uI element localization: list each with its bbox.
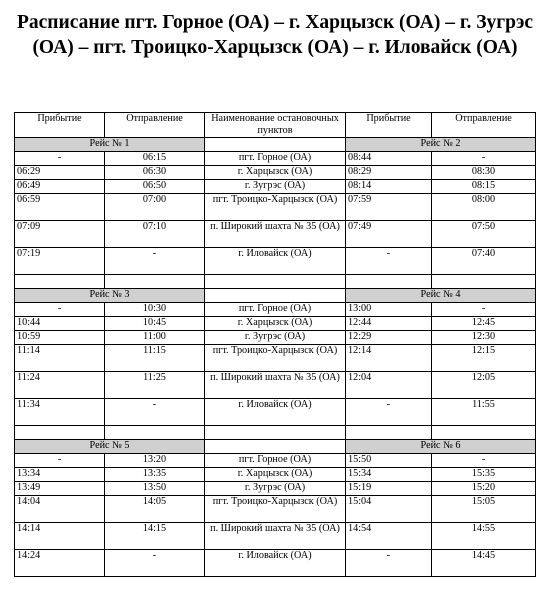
empty-cell — [205, 138, 346, 152]
arrival-return-cell: 15:34 — [346, 468, 432, 482]
header-departure: Отправление — [105, 113, 205, 138]
trip-label-return: Рейс № 4 — [346, 289, 536, 303]
stop-name-cell: г. Иловайск (ОА) — [205, 399, 346, 426]
arrival-return-cell: 08:29 — [346, 166, 432, 180]
departure-cell: 14:05 — [105, 496, 205, 523]
arrival-cell: 14:24 — [15, 550, 105, 577]
table-row — [15, 248, 536, 275]
departure-cell: 10:30 — [105, 303, 205, 317]
departure-return-cell: - — [432, 152, 536, 166]
arrival-cell: - — [15, 303, 105, 317]
arrival-cell: 14:04 — [15, 496, 105, 523]
table-row — [15, 468, 536, 482]
departure-return-cell: 12:30 — [432, 331, 536, 345]
stop-name-cell: пгт. Троицко-Харцызск (ОА) — [205, 345, 346, 372]
departure-cell: 11:25 — [105, 372, 205, 399]
departure-cell: 06:50 — [105, 180, 205, 194]
table-row — [15, 221, 536, 248]
arrival-cell: 10:59 — [15, 331, 105, 345]
table-row — [15, 496, 536, 523]
stop-name-cell: г. Зугрэс (ОА) — [205, 331, 346, 345]
empty-cell — [15, 275, 105, 289]
stop-name-cell: г. Зугрэс (ОА) — [205, 482, 346, 496]
table-row — [15, 180, 536, 194]
arrival-cell: - — [15, 454, 105, 468]
arrival-return-cell: 07:49 — [346, 221, 432, 248]
empty-cell — [205, 289, 346, 303]
arrival-cell: 11:24 — [15, 372, 105, 399]
table-row — [15, 399, 536, 426]
stop-name-cell: пгт. Троицко-Харцызск (ОА) — [205, 496, 346, 523]
table-row — [15, 523, 536, 550]
arrival-return-cell: - — [346, 399, 432, 426]
stop-name-cell: г. Харцызск (ОА) — [205, 317, 346, 331]
trip-header-row — [15, 440, 536, 454]
departure-cell: 06:30 — [105, 166, 205, 180]
departure-cell: 11:00 — [105, 331, 205, 345]
departure-cell: - — [105, 399, 205, 426]
departure-cell: 13:20 — [105, 454, 205, 468]
empty-cell — [432, 275, 536, 289]
arrival-return-cell: 15:19 — [346, 482, 432, 496]
empty-cell — [105, 275, 205, 289]
arrival-cell: 13:49 — [15, 482, 105, 496]
stop-name-cell: г. Иловайск (ОА) — [205, 248, 346, 275]
arrival-return-cell: 14:54 — [346, 523, 432, 550]
departure-return-cell: - — [432, 303, 536, 317]
empty-cell — [205, 426, 346, 440]
departure-cell: 11:15 — [105, 345, 205, 372]
departure-return-cell: 08:15 — [432, 180, 536, 194]
departure-cell: 07:10 — [105, 221, 205, 248]
arrival-cell: 06:49 — [15, 180, 105, 194]
departure-return-cell: 08:00 — [432, 194, 536, 221]
arrival-return-cell: 12:44 — [346, 317, 432, 331]
arrival-return-cell: 08:14 — [346, 180, 432, 194]
departure-return-cell: 07:50 — [432, 221, 536, 248]
empty-cell — [205, 440, 346, 454]
departure-return-cell: 15:20 — [432, 482, 536, 496]
table-row — [15, 166, 536, 180]
departure-cell: 14:15 — [105, 523, 205, 550]
page-title: Расписание пгт. Горное (ОА) – г. Харцызск (ОА) – г. Зугрэс (ОА) – пгт. Троицко-Харцызск (ОА) – г. Иловайск (ОА) — [16, 12, 534, 58]
arrival-cell: - — [15, 152, 105, 166]
table-row — [15, 482, 536, 496]
empty-cell — [432, 426, 536, 440]
departure-return-cell: 12:05 — [432, 372, 536, 399]
departure-return-cell: 15:35 — [432, 468, 536, 482]
departure-cell: 06:15 — [105, 152, 205, 166]
table-row — [15, 372, 536, 399]
stop-name-cell: пгт. Горное (ОА) — [205, 152, 346, 166]
stop-name-cell: п. Широкий шахта № 35 (ОА) — [205, 372, 346, 399]
block-spacer — [15, 275, 536, 289]
empty-cell — [346, 426, 432, 440]
edge-bracket-icon — [0, 388, 12, 426]
table-row — [15, 152, 536, 166]
trip-header-row — [15, 289, 536, 303]
table-row — [15, 345, 536, 372]
arrival-return-cell: - — [346, 248, 432, 275]
header-arrival: Прибытие — [15, 113, 105, 138]
departure-return-cell: 15:05 — [432, 496, 536, 523]
arrival-return-cell: 12:29 — [346, 331, 432, 345]
arrival-cell: 11:14 — [15, 345, 105, 372]
arrival-return-cell: 12:14 — [346, 345, 432, 372]
arrival-cell: 10:44 — [15, 317, 105, 331]
arrival-return-cell: - — [346, 550, 432, 577]
departure-cell: - — [105, 248, 205, 275]
departure-cell: 07:00 — [105, 194, 205, 221]
arrival-cell: 13:34 — [15, 468, 105, 482]
table-row — [15, 317, 536, 331]
stop-name-cell: пгт. Троицко-Харцызск (ОА) — [205, 194, 346, 221]
empty-cell — [15, 426, 105, 440]
empty-cell — [105, 426, 205, 440]
departure-return-cell: 07:40 — [432, 248, 536, 275]
arrival-cell: 06:29 — [15, 166, 105, 180]
arrival-return-cell: 15:04 — [346, 496, 432, 523]
block-spacer — [15, 426, 536, 440]
trip-label-return: Рейс № 2 — [346, 138, 536, 152]
stop-name-cell: г. Зугрэс (ОА) — [205, 180, 346, 194]
table-row — [15, 331, 536, 345]
stop-name-cell: п. Широкий шахта № 35 (ОА) — [205, 523, 346, 550]
departure-return-cell: 12:45 — [432, 317, 536, 331]
departure-cell: 13:50 — [105, 482, 205, 496]
header-stops: Наименование остановочных пунктов — [205, 113, 346, 138]
trip-label-return: Рейс № 6 — [346, 440, 536, 454]
stop-name-cell: пгт. Горное (ОА) — [205, 303, 346, 317]
arrival-return-cell: 13:00 — [346, 303, 432, 317]
stop-name-cell: г. Харцызск (ОА) — [205, 166, 346, 180]
table-row — [15, 550, 536, 577]
departure-cell: 10:45 — [105, 317, 205, 331]
arrival-return-cell: 07:59 — [346, 194, 432, 221]
header-row — [15, 113, 536, 138]
arrival-cell: 07:09 — [15, 221, 105, 248]
schedule-table — [14, 112, 536, 577]
header-departure-return: Отправление — [432, 113, 536, 138]
trip-header-row — [15, 138, 536, 152]
arrival-return-cell: 15:50 — [346, 454, 432, 468]
departure-cell: 13:35 — [105, 468, 205, 482]
stop-name-cell: п. Широкий шахта № 35 (ОА) — [205, 221, 346, 248]
arrival-cell: 06:59 — [15, 194, 105, 221]
departure-return-cell: 14:55 — [432, 523, 536, 550]
table-row — [15, 454, 536, 468]
stop-name-cell: г. Иловайск (ОА) — [205, 550, 346, 577]
departure-return-cell: 14:45 — [432, 550, 536, 577]
table-row — [15, 303, 536, 317]
departure-return-cell: - — [432, 454, 536, 468]
departure-cell: - — [105, 550, 205, 577]
departure-return-cell: 08:30 — [432, 166, 536, 180]
stop-name-cell: г. Харцызск (ОА) — [205, 468, 346, 482]
header-arrival-return: Прибытие — [346, 113, 432, 138]
departure-return-cell: 12:15 — [432, 345, 536, 372]
arrival-cell: 11:34 — [15, 399, 105, 426]
empty-cell — [205, 275, 346, 289]
trip-label: Рейс № 5 — [15, 440, 205, 454]
table-row — [15, 194, 536, 221]
arrival-cell: 07:19 — [15, 248, 105, 275]
departure-return-cell: 11:55 — [432, 399, 536, 426]
arrival-cell: 14:14 — [15, 523, 105, 550]
empty-cell — [346, 275, 432, 289]
stop-name-cell: пгт. Горное (ОА) — [205, 454, 346, 468]
arrival-return-cell: 08:44 — [346, 152, 432, 166]
trip-label: Рейс № 3 — [15, 289, 205, 303]
arrival-return-cell: 12:04 — [346, 372, 432, 399]
trip-label: Рейс № 1 — [15, 138, 205, 152]
